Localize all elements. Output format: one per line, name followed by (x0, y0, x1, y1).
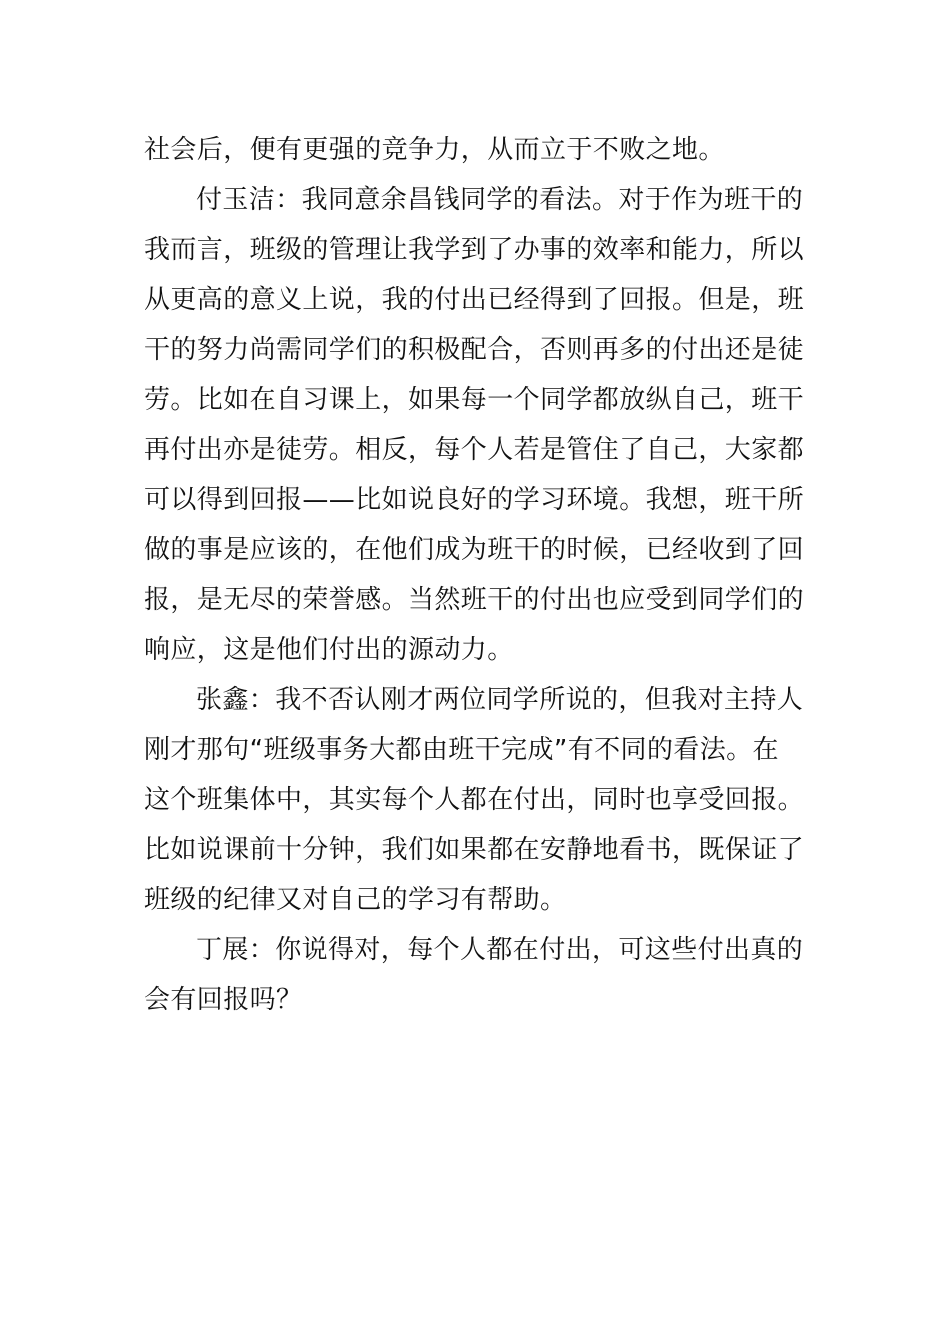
text-line: 这个班集体中，其实每个人都在付出，同时也享受回报。 (144, 785, 805, 815)
text-line: 报，是无尽的荣誉感。当然班干的付出也应受到同学们的 (144, 585, 805, 615)
paragraph-start-line: 丁展：你说得对，每个人都在付出，可这些付出真的 (196, 935, 804, 965)
text-line: 干的努力尚需同学们的积极配合，否则再多的付出还是徒 (144, 335, 805, 365)
text-line: 做的事是应该的，在他们成为班干的时候，已经收到了回 (144, 535, 805, 565)
text-line: 从更高的意义上说，我的付出已经得到了回报。但是，班 (144, 285, 805, 315)
text-line: 我而言，班级的管理让我学到了办事的效率和能力，所以 (144, 235, 805, 265)
document-body (144, 125, 809, 1025)
paragraph-start-line: 张鑫：我不否认刚才两位同学所说的，但我对主持人 (196, 685, 804, 715)
text-line: 响应，这是他们付出的源动力。 (144, 635, 514, 665)
text-line: 刚才那句“班级事务大都由班干完成”有不同的看法。在 (144, 735, 779, 765)
text-line: 社会后，便有更强的竞争力，从而立于不败之地。 (144, 135, 725, 165)
text-line: 会有回报吗？ (144, 985, 303, 1015)
text-line: 比如说课前十分钟，我们如果都在安静地看书，既保证了 (144, 835, 805, 865)
paragraph-start-line: 付玉洁：我同意余昌钱同学的看法。对于作为班干的 (196, 185, 804, 215)
text-line: 班级的纪律又对自己的学习有帮助。 (144, 885, 567, 915)
text-line: 劳。比如在自习课上，如果每一个同学都放纵自己，班干 (144, 385, 805, 415)
text-line: 再付出亦是徒劳。相反，每个人若是管住了自己，大家都 (144, 435, 805, 465)
text-line: 可以得到回报——比如说良好的学习环境。我想，班干所 (144, 485, 805, 515)
